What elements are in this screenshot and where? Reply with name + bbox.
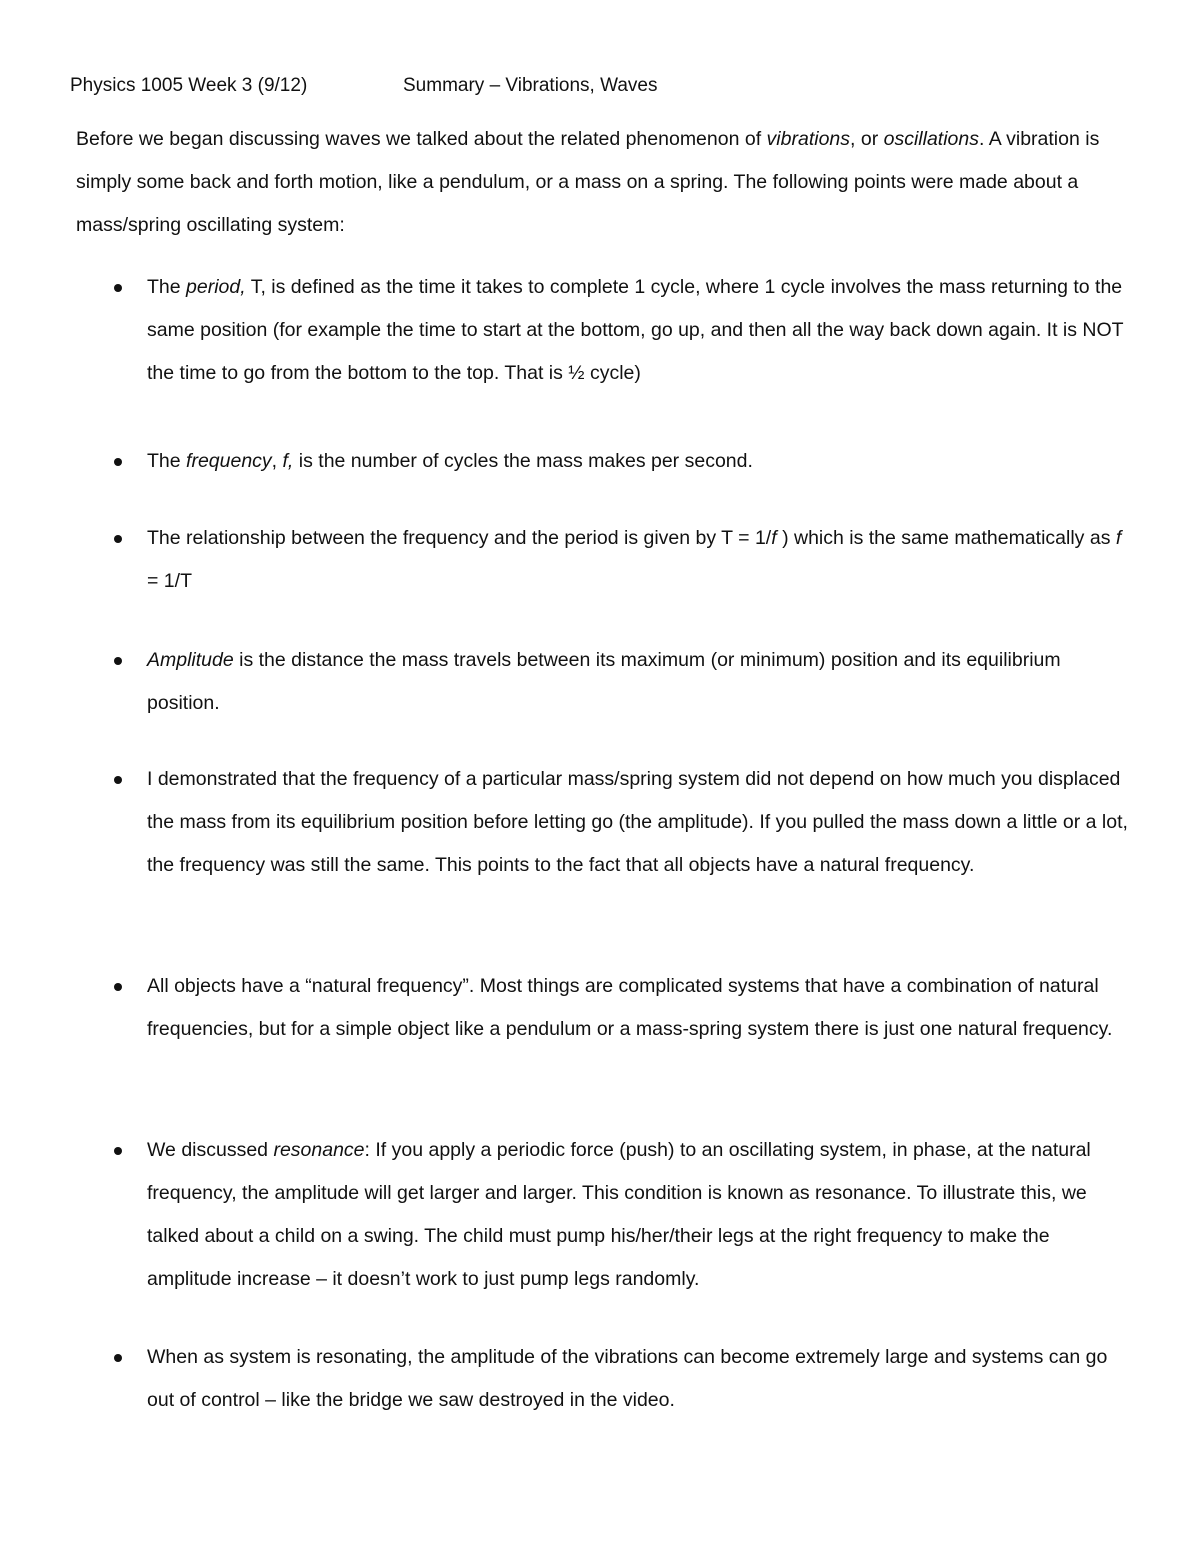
- bullet-text: I demonstrated that the frequency of a particular mass/spring system did not depend on how much you displaced the mass from its equilibrium position before letting go (the amplitude). If you pulled the mass down a little or a lot, the frequency was still the same. This points to the fact that all objects have a natural frequency.: [147, 768, 1128, 876]
- term-amplitude: Amplitude: [147, 649, 234, 671]
- bullet-text: All objects have a “natural frequency”. Most things are complicated systems that have a combination of natural frequencies, but for a simple object like a pendulum or a mass-spring system there is just one natural frequency.: [147, 975, 1113, 1040]
- bullet-text: The frequency, f, is the number of cycles the mass makes per second.: [147, 450, 753, 472]
- term-frequency: frequency: [186, 450, 272, 472]
- bullet-dot-icon: [114, 535, 122, 543]
- bullet-dot-icon: [114, 1354, 122, 1362]
- summary-title: Summary – Vibrations, Waves: [403, 75, 658, 96]
- bullet-dot-icon: [114, 1147, 122, 1155]
- bullet-dot-icon: [114, 458, 122, 466]
- term-period: period,: [186, 276, 246, 298]
- term-vibrations: vibrations: [766, 128, 851, 150]
- bullet-text: The relationship between the frequency and the period is given by T = 1/f ) which is the same mathematically as f = 1/T: [147, 527, 1122, 592]
- intro-paragraph: Before we began discussing waves we talked about the related phenomenon of vibrations, or oscillations. A vibration is simply some back and forth motion, like a pendulum, or a mass on a spring. The following points were made about a mass/spring oscillating system:: [76, 128, 1100, 236]
- course-label: Physics 1005 Week 3 (9/12): [70, 75, 308, 96]
- bullet-dot-icon: [114, 776, 122, 784]
- bullet-text: We discussed resonance: If you apply a periodic force (push) to an oscillating system, in phase, at the natural frequency, the amplitude will get larger and larger. This condition is known as resonance. To illustrate this, we talked about a child on a swing. The child must pump his/her/their legs at the right frequency to make the amplitude increase – it doesn’t work to just pump legs randomly.: [147, 1139, 1091, 1290]
- bullet-dot-icon: [114, 284, 122, 292]
- bullet-dot-icon: [114, 983, 122, 991]
- term-resonance: resonance: [273, 1139, 365, 1161]
- page-header: [70, 72, 657, 100]
- bullet-text: The period, T, is defined as the time it takes to complete 1 cycle, where 1 cycle involves the mass returning to the same position (for example the time to start at the bottom, go up, and then all the way back down again. It is NOT the time to go from the bottom to the top. That is ½ cycle): [147, 276, 1124, 384]
- bullet-text: When as system is resonating, the amplitude of the vibrations can become extremely large and systems can go out of control – like the bridge we saw destroyed in the video.: [147, 1346, 1108, 1411]
- bullet-text: Amplitude is the distance the mass travels between its maximum (or minimum) position and its equilibrium position.: [147, 649, 1061, 714]
- symbol-f: f,: [282, 450, 294, 472]
- term-oscillations: oscillations: [883, 128, 979, 150]
- bullet-dot-icon: [114, 657, 122, 665]
